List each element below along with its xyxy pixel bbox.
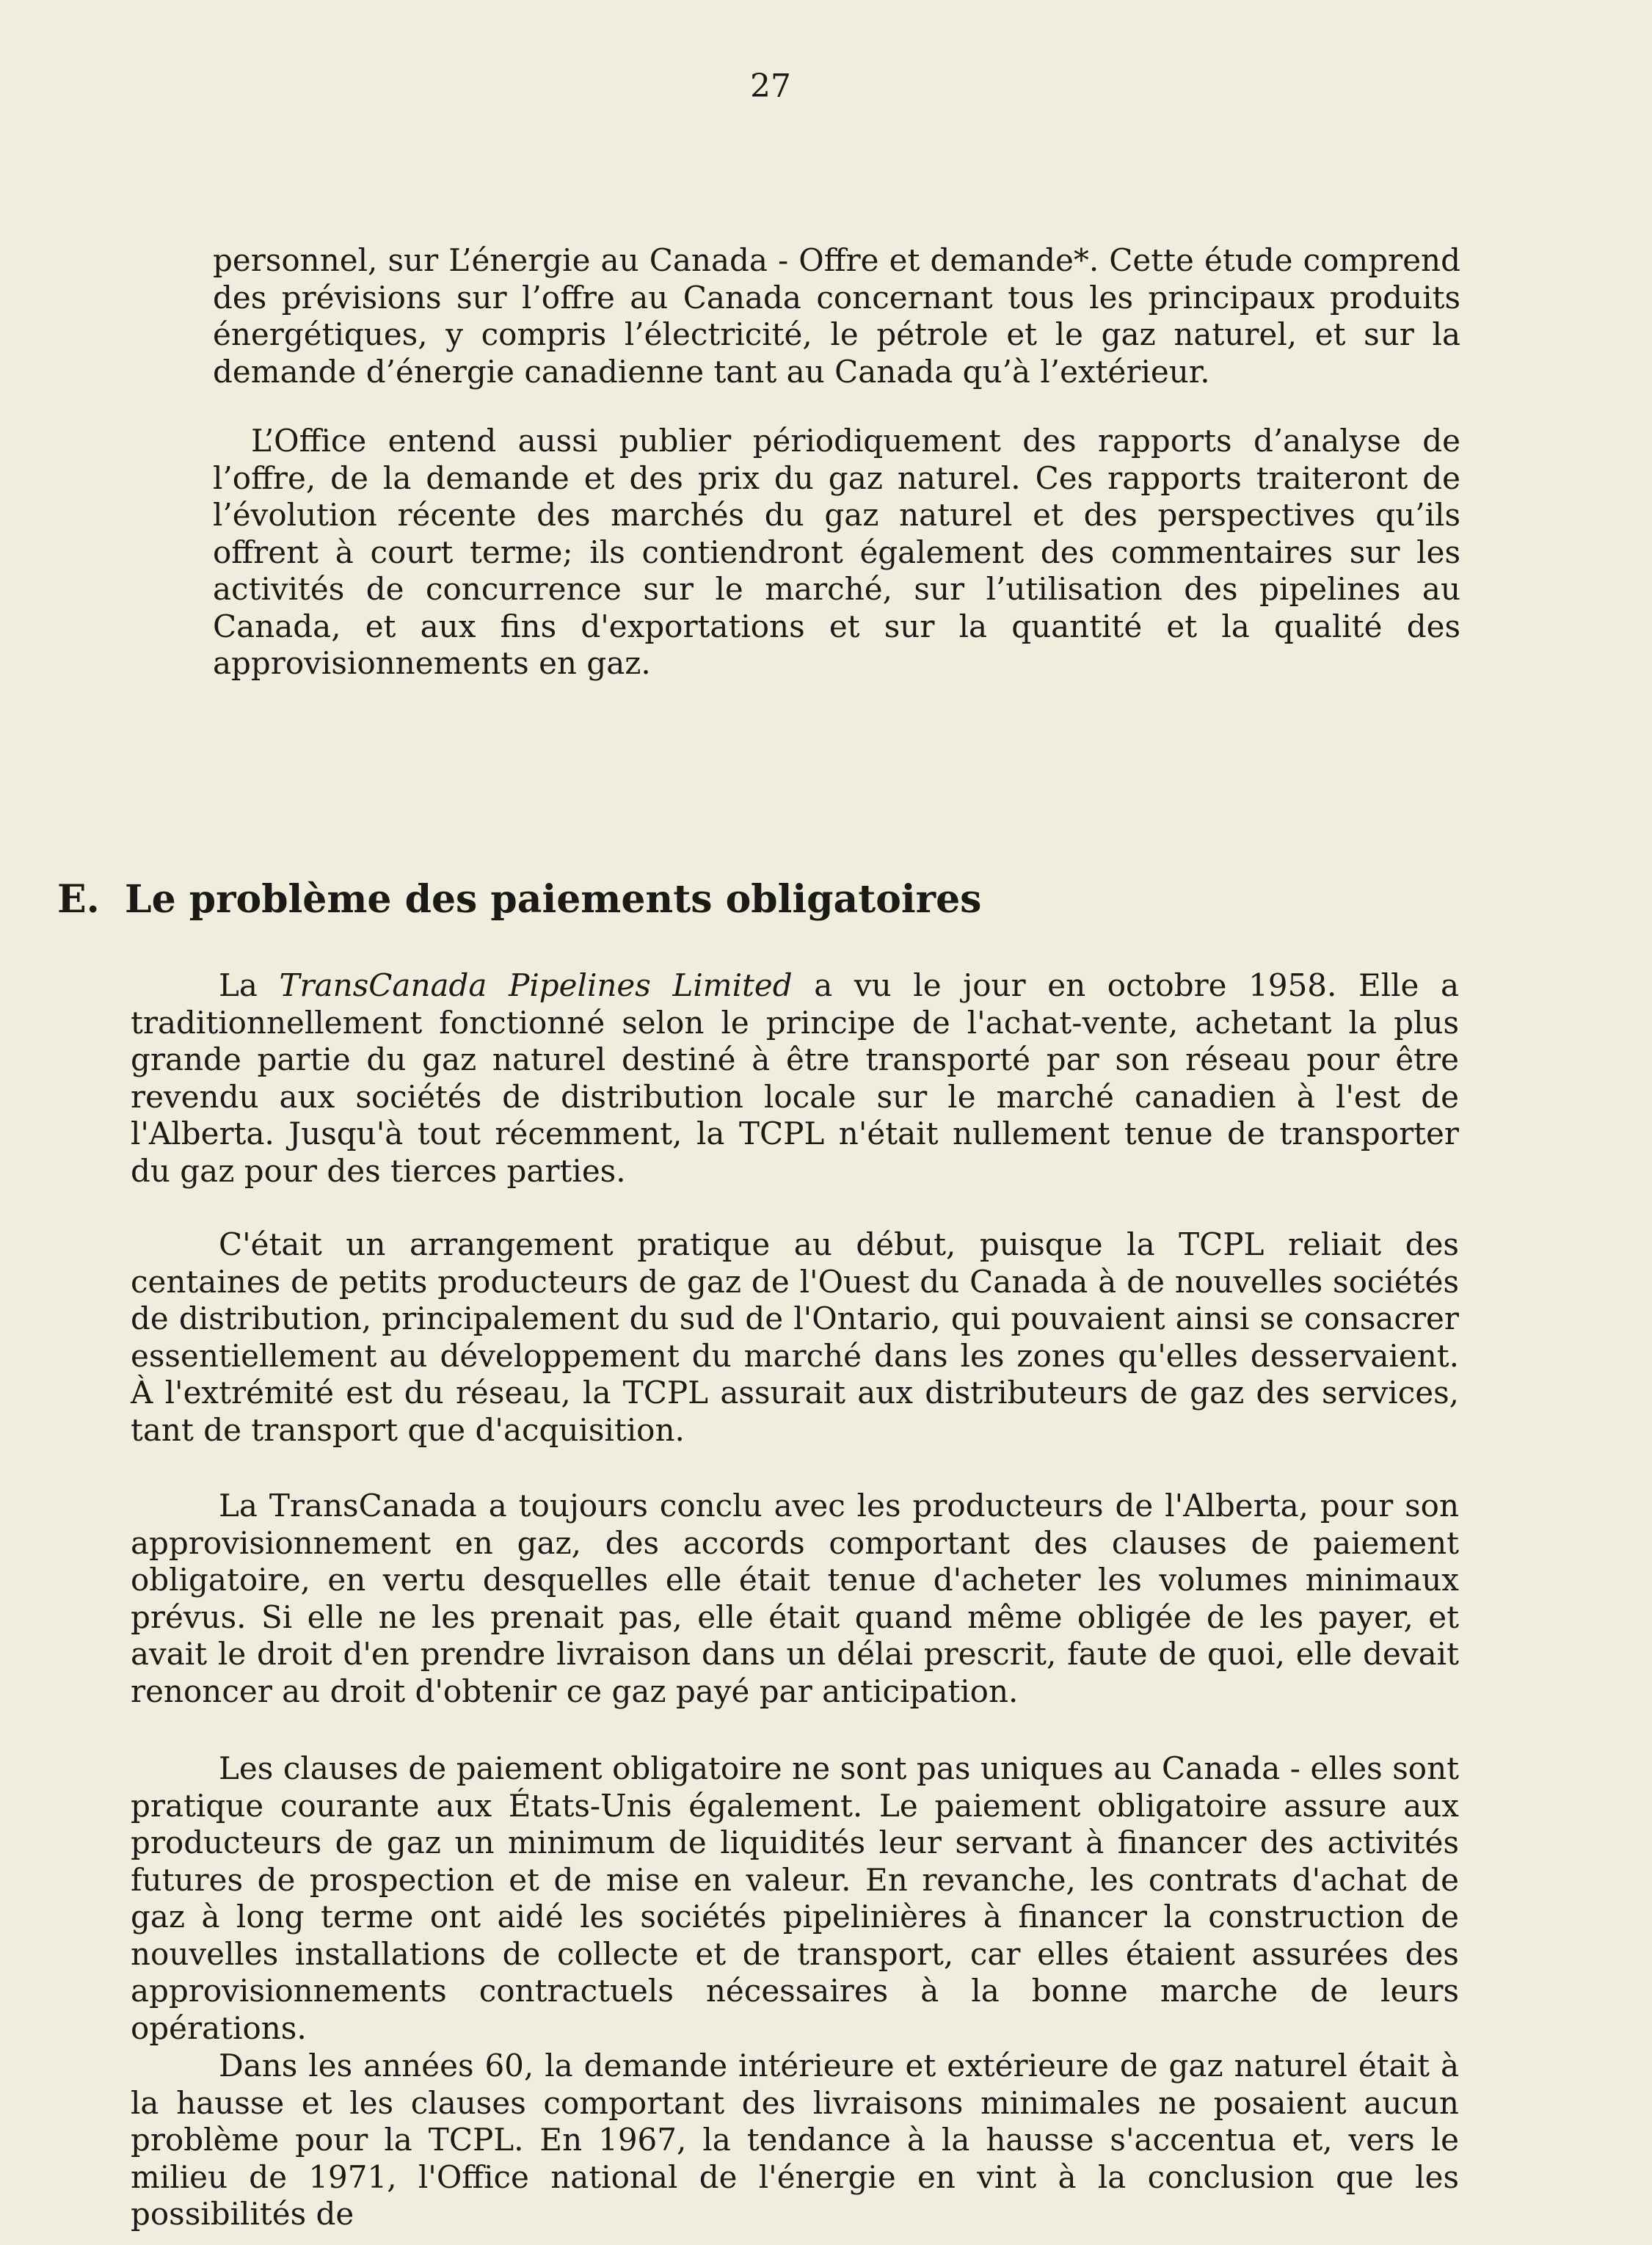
page-number: 27 <box>750 68 791 105</box>
intro-block <box>213 242 1460 683</box>
body-paragraph-4: Les clauses de paiement obligatoire ne sont pas uniques au Canada - elles sont pratique courante aux États-Unis également. Le paiement obligatoire assure aux producteurs de gaz un minimum de liquidités leur servant à financer des activités futures de prospection et de mise en valeur. En revanche, les contrats d'achat de gaz à long terme ont aidé les sociétés pipelinières à financer la construction de nouvelles installations de collecte et de transport, car elles étaient assurées des approvisionnements contractuels nécessaires à la bonne marche de leurs opérations. <box>131 1750 1459 2046</box>
section-heading <box>57 877 982 922</box>
section-letter: E. <box>57 877 100 922</box>
company-name: TransCanada Pipelines Limited <box>279 967 793 1003</box>
section-title: Le problème des paiements obligatoires <box>125 877 982 922</box>
intro-paragraph-1: personnel, sur L’énergie au Canada - Offre et demande*. Cette étude comprend des prévisions sur l’offre au Canada concernant tous les principaux produits énergétiques, y compris l’électricité, le pétrole et le gaz naturel, et sur la demande d’énergie canadienne tant au Canada qu’à l’extérieur. <box>213 242 1460 390</box>
body-paragraph-5: Dans les années 60, la demande intérieure et extérieure de gaz naturel était à la hausse et les clauses comportant des livraisons minimales ne posaient aucun problème pour la TCPL. En 1967, la tendance à la hausse s'accentua et, vers le milieu de 1971, l'Office national de l'énergie en vint à la conclusion que les possibilités de <box>131 2048 1459 2232</box>
intro-paragraph-2: L’Office entend aussi publier périodiquement des rapports d’analyse de l’offre, de la demande et des prix du gaz naturel. Ces rapports traiteront de l’évolution récente des marchés du gaz naturel et des perspectives qu’ils offrent à court terme; ils contiendront également des commentaires sur les activités de concurrence sur le marché, sur l’utilisation des pipelines au Canada, et aux fins d'exportations et sur la quantité et la qualité des approvisionnements en gaz. <box>213 423 1460 681</box>
body-paragraph-1-lead: La <box>219 967 280 1003</box>
body-paragraph-1 <box>131 967 1459 1190</box>
body-paragraph-2: C'était un arrangement pratique au début, puisque la TCPL reliait des centaines de petits producteurs de gaz de l'Ouest du Canada à de nouvelles sociétés de distribution, principalement du sud de l'Ontario, qui pouvaient ainsi se consacrer essentiellement au développement du marché dans les zones qu'elles desservaient. À l'extrémité est du réseau, la TCPL assurait aux distributeurs de gaz des services, tant de transport que d'acquisition. <box>131 1226 1459 1448</box>
body-paragraph-3: La TransCanada a toujours conclu avec les producteurs de l'Alberta, pour son approvisionnement en gaz, des accords comportant des clauses de paiement obligatoire, en vertu desquelles elle était tenue d'acheter les volumes minimaux prévus. Si elle ne les prenait pas, elle était quand même obligée de les payer, et avait le droit d'en prendre livraison dans un délai prescrit, faute de quoi, elle devait renoncer au droit d'obtenir ce gaz payé par anticipation. <box>131 1488 1459 1709</box>
body-paragraph-1-rest: a vu le jour en octobre 1958. Elle a traditionnellement fonctionné selon le principe de l'achat-vente, achetant la plus grande partie du gaz naturel destiné à être transporté par son réseau pour être revendu aux sociétés de distribution locale sur le marché canadien à l'est de l'Alberta. Jusqu'à tout récemment, la TCPL n'était nullement tenue de transporter du gaz pour des tierces parties. <box>131 967 1460 1189</box>
